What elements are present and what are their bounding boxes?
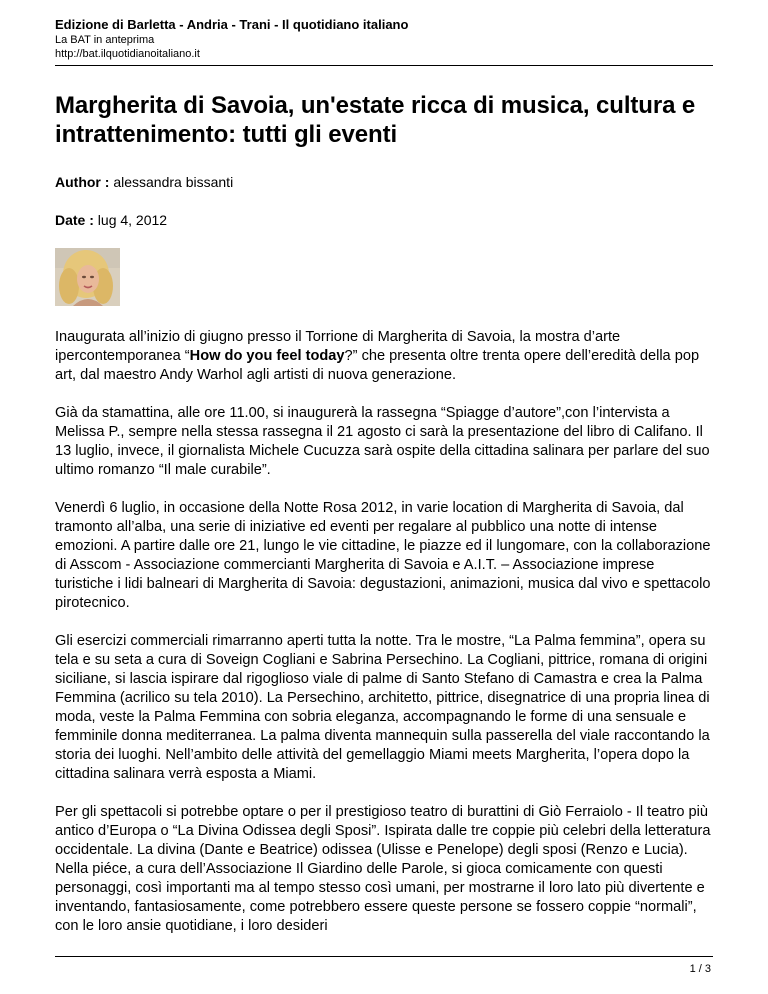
paragraph: Gli esercizi commerciali rimarranno aperti tutta la notte. Tra le mostre, “La Palma femmina”, opera su tela e su seta a cura di Soveign Cogliani e Sabrina Persechino. La Cogliani, pittrice, romana di origini siciliane, si lascia ispirare dal rigoglioso viale di palme di Santo Stefano di Camastra e crea la Palma Femmina (acrilico su tela 2010). La Persechino, architetto, pittrice, disegnatrice di una propria linea di moda, veste la Palma Femmina con sobria eleganza, accompagnando le forme di una sensuale e femminile donna mediterranea. La palma diventa mannequin sulla passerella del viale raccontando la storia dei luoghi. Nell’ambito delle attività del gemellaggio Miami meets Margherita, l’opera dopo la cittadina salinara verrà esposta a Miami. <box>55 633 710 782</box>
date-line <box>55 212 713 229</box>
author-photo <box>55 248 120 306</box>
page-number: 1 / 3 <box>689 963 711 975</box>
header-divider <box>55 65 713 66</box>
site-url: http://bat.ilquotidianoitaliano.it <box>55 48 200 60</box>
paragraph: Inaugurata all’inizio di giugno presso il Torrione di Margherita di Savoia, la mostra d’arte ipercontemporanea “How do you feel today?” che presenta oltre trenta opere dell’eredità della pop art, dal maestro Andy Warhol agli artisti di nuova generazione. <box>55 329 700 383</box>
author-name: alessandra bissanti <box>113 174 234 190</box>
paragraph: Per gli spettacoli si potrebbe optare o per il prestigioso teatro di burattini di Giò Ferraiolo - Il teatro più antico d’Europa o “La Divina Odissea degli Sposi”. Ispirata dalle tre coppie più celebri della letteratura occidentale. La divina (Dante e Beatrice) odissea (Ulisse e Penelope) degli sposi (Renzo e Lucia). Nella piéce, a cura dell’Associazione Il Giardino delle Parole, si gioca comicamente con questi personaggi, così importanti ma al tempo stesso così umani, per mostrarne il loro lato più divertente e inventando, fantasiosamente, come potrebbero essere queste persone se fossero coppie “normali”, con le loro ansie quotidiane, i loro desideri <box>55 804 711 934</box>
document-page <box>55 0 713 955</box>
article-date: lug 4, 2012 <box>97 212 168 228</box>
author-line <box>55 174 713 191</box>
document-footer <box>55 956 713 975</box>
site-subtitle: La BAT in anteprima <box>55 34 155 46</box>
exhibition-title: How do you feel today <box>189 348 345 364</box>
author-label: Author : <box>55 174 110 190</box>
article-title: Margherita di Savoia, un'estate ricca di musica, cultura e intrattenimento: tutti gli eventi <box>55 92 696 148</box>
date-label: Date : <box>55 212 94 228</box>
document-header <box>55 0 713 62</box>
article-body <box>55 328 713 936</box>
paragraph: Venerdì 6 luglio, in occasione della Notte Rosa 2012, in varie location di Margherita di Savoia, dal tramonto all’alba, una serie di iniziative ed eventi per regalare al pubblico una notte di intense emozioni. A partire dalle ore 21, lungo le vie cittadine, le piazze ed il lungomare, con la collaborazione di Asscom - Associazione commercianti Margherita di Savoia e A.I.T. – Associazione imprese turistiche i lidi balneari di Margherita di Savoia: degustazioni, animazioni, musica dal vivo e spettacolo pirotecnico. <box>55 500 711 611</box>
paragraph: Già da stamattina, alle ore 11.00, si inaugurerà la rassegna “Spiagge d’autore”,con l’intervista a Melissa P., sempre nella stessa rassegna il 21 agosto ci sarà la presentazione del libro di Califano. Il 13 luglio, invece, il giornalista Michele Cucuzza sarà ospite della cittadina salinara per parlare del suo ultimo romanzo “Il male curabile”. <box>55 405 710 478</box>
site-title: Edizione di Barletta - Andria - Trani - Il quotidiano italiano <box>55 17 409 32</box>
